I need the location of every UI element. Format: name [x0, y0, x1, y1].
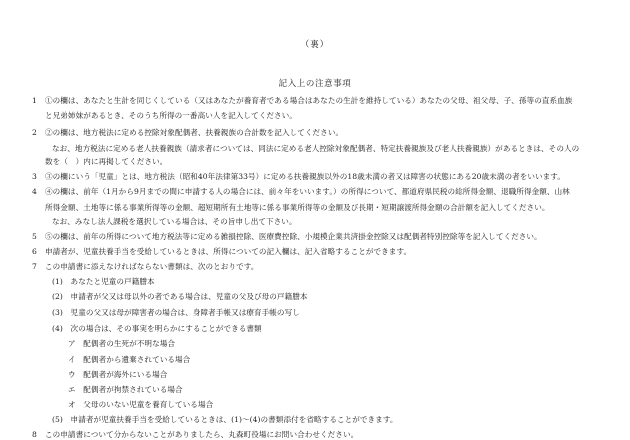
page-title: 記入上の注意事項 — [278, 79, 352, 89]
note-subitem: ウ 配偶者が海外にいる場合 — [68, 370, 168, 379]
note-number: 3 — [32, 172, 37, 181]
note-number: 4 — [32, 187, 37, 196]
note-line: この申請書について分からないことがありましたら、丸森町役場にお問い合わせください。 — [45, 430, 359, 439]
note-subitem: イ 配偶者から遺棄されている場合 — [68, 355, 191, 364]
note-line: ②の欄は、地方税法に定める控除対象配偶者、扶養親族の合計数を記入してください。 — [45, 128, 344, 137]
note-line: 申請者が、児童扶養手当を受給しているときは、所得についての記入欄は、記入省略することができます。 — [45, 247, 412, 256]
note-line: なお、地方税法に定める老人扶養親族（請求者については、同法に定める老人控除対象配偶者、特定扶養親族及び老人扶養親族）があるときは、その人の — [52, 144, 580, 153]
note-line: 所得金額、土地等に係る事業所得等の金額、超短期所有土地等に係る事業所得等の金額及び長期・短期譲渡所得金額の合計額を記入してください。 — [45, 203, 550, 212]
note-subitem: ア 配偶者の生死が不明な場合 — [68, 339, 176, 348]
note-line: と兄弟姉妹があるとき、そのうち所得の一番高い人を記入してください。 — [45, 111, 297, 120]
note-number: 8 — [32, 430, 37, 439]
note-subitem: (4) 次の場合は、その事実を明らかにすることができる書類 — [52, 324, 262, 333]
page-side-label: （裏） — [300, 40, 330, 50]
note-subitem: オ 父母のいない児童を養育している場合 — [68, 400, 214, 409]
note-number: 2 — [32, 128, 37, 137]
note-line: 数を（ ）内に再掲してください。 — [45, 157, 168, 166]
note-line: なお、みなし法人課税を選択している場合は、その旨申し出て下さい。 — [52, 217, 297, 226]
note-number: 1 — [32, 96, 37, 105]
note-subitem: (2) 申請者が父又は母以外の者である場合は、児童の父及び母の戸籍謄本 — [52, 292, 308, 301]
note-subitem: (3) 児童の父又は母が障害者の場合は、身障者手帳又は療育手帳の写し — [52, 308, 300, 317]
note-number: 5 — [32, 232, 37, 241]
note-subitem: エ 配偶者が拘禁されている場合 — [68, 385, 183, 394]
note-line: ①の欄は、あなたと生計を同じくしている（又はあなたが養育者である場合はあなたの生計を維持している）あなたの父母、祖父母、子、孫等の直系血族 — [45, 96, 573, 105]
note-line: ⑤の欄は、前年の所得について地方税法等に定める雑損控除、医療費控除、小規模企業共済掛金控除又は配偶者特別控除等を記入してください。 — [45, 232, 542, 241]
note-line: ③の欄にいう「児童」とは、地方税法（昭和40年法律第33号）に定める扶養親族以外の18歳未満の者又は障害の状態にある20歳未満の者をいいます。 — [45, 172, 565, 181]
note-number: 7 — [32, 262, 37, 271]
note-subitem: (1) あなたと児童の戸籍謄本 — [52, 277, 155, 286]
note-line: この申請書に添えなければならない書類は、次のとおりです。 — [45, 262, 259, 271]
note-line: ④の欄は、前年（1月から9月までの間に申請する人の場合には、前々年をいいます。）の所得について、都道府県民税の総所得金額、退職所得金額、山林 — [45, 187, 570, 196]
note-subitem: (5) 申請者が児童扶養手当を受給しているときは、(1)～(4)の書類添付を省略することができます。 — [52, 415, 398, 424]
note-number: 6 — [32, 247, 37, 256]
